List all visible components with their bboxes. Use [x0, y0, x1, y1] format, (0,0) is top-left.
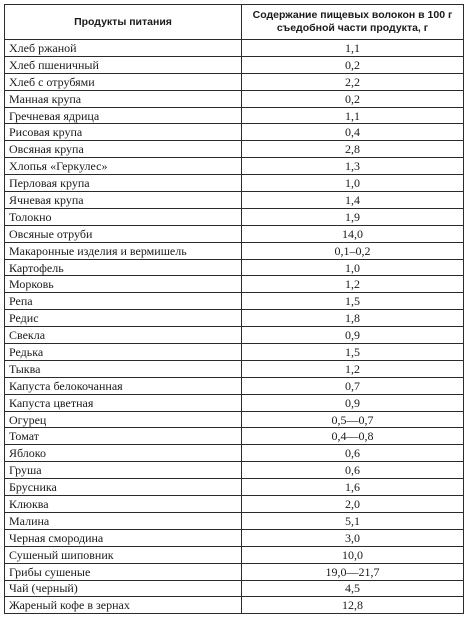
- fiber-value-cell: 0,2: [242, 56, 464, 73]
- product-name-cell: Жареный кофе в зернах: [5, 597, 242, 614]
- fiber-value-cell: 5,1: [242, 512, 464, 529]
- table-row: [5, 56, 464, 73]
- fiber-value-cell: 0,9: [242, 394, 464, 411]
- table-row: [5, 175, 464, 192]
- table-row: [5, 310, 464, 327]
- product-name-cell: Редька: [5, 344, 242, 361]
- table-row: [5, 563, 464, 580]
- fiber-value-cell: 1,9: [242, 208, 464, 225]
- product-name-cell: Хлеб пшеничный: [5, 56, 242, 73]
- product-name-cell: Ячневая крупа: [5, 192, 242, 209]
- fiber-value-cell: 1,6: [242, 479, 464, 496]
- product-name-cell: Черная смородина: [5, 529, 242, 546]
- table-row: [5, 40, 464, 57]
- product-name-cell: Овсяная крупа: [5, 141, 242, 158]
- table-row: [5, 377, 464, 394]
- product-name-cell: Малина: [5, 512, 242, 529]
- product-name-cell: Репа: [5, 293, 242, 310]
- fiber-value-cell: 12,8: [242, 597, 464, 614]
- product-name-cell: Макаронные изделия и вермишель: [5, 242, 242, 259]
- fiber-value-cell: 1,5: [242, 293, 464, 310]
- product-name-cell: Груша: [5, 462, 242, 479]
- product-name-cell: Картофель: [5, 259, 242, 276]
- product-name-cell: Яблоко: [5, 445, 242, 462]
- product-name-cell: Манная крупа: [5, 90, 242, 107]
- table-row: [5, 276, 464, 293]
- fiber-value-cell: 0,4—0,8: [242, 428, 464, 445]
- table-body: [5, 40, 464, 614]
- fiber-value-cell: 0,9: [242, 327, 464, 344]
- product-name-cell: Сушеный шиповник: [5, 546, 242, 563]
- fiber-value-cell: 1,3: [242, 158, 464, 175]
- table-row: [5, 192, 464, 209]
- fiber-value-cell: 14,0: [242, 225, 464, 242]
- table-row: [5, 360, 464, 377]
- product-name-cell: Хлопья «Геркулес»: [5, 158, 242, 175]
- product-name-cell: Хлеб ржаной: [5, 40, 242, 57]
- header-row: [5, 5, 464, 40]
- table-row: [5, 428, 464, 445]
- product-name-cell: Толокно: [5, 208, 242, 225]
- table-row: [5, 445, 464, 462]
- fiber-value-cell: 4,5: [242, 580, 464, 597]
- fiber-value-cell: 1,2: [242, 360, 464, 377]
- product-name-cell: Рисовая крупа: [5, 124, 242, 141]
- table-row: [5, 225, 464, 242]
- product-name-cell: Брусника: [5, 479, 242, 496]
- header-fiber-content: Содержание пищевых волокон в 100 г съедобной части продукта, г: [242, 5, 464, 40]
- fiber-value-cell: 1,2: [242, 276, 464, 293]
- product-name-cell: Томат: [5, 428, 242, 445]
- table-row: [5, 496, 464, 513]
- table-row: [5, 73, 464, 90]
- table-row: [5, 107, 464, 124]
- fiber-value-cell: 19,0—21,7: [242, 563, 464, 580]
- fiber-value-cell: 2,0: [242, 496, 464, 513]
- product-name-cell: Гречневая ядрица: [5, 107, 242, 124]
- table-row: [5, 293, 464, 310]
- table-row: [5, 479, 464, 496]
- table-row: [5, 242, 464, 259]
- fiber-value-cell: 0,6: [242, 462, 464, 479]
- table-row: [5, 597, 464, 614]
- product-name-cell: Редис: [5, 310, 242, 327]
- table-row: [5, 529, 464, 546]
- fiber-value-cell: 1,0: [242, 175, 464, 192]
- fiber-value-cell: 1,4: [242, 192, 464, 209]
- table-header: [5, 5, 464, 40]
- product-name-cell: Огурец: [5, 411, 242, 428]
- table-row: [5, 512, 464, 529]
- table-row: [5, 580, 464, 597]
- fiber-value-cell: 0,6: [242, 445, 464, 462]
- fiber-value-cell: 0,7: [242, 377, 464, 394]
- table-row: [5, 344, 464, 361]
- fiber-value-cell: 0,4: [242, 124, 464, 141]
- table-row: [5, 546, 464, 563]
- table-row: [5, 394, 464, 411]
- table-row: [5, 462, 464, 479]
- fiber-content-table: [4, 4, 464, 614]
- product-name-cell: Хлеб с отрубями: [5, 73, 242, 90]
- fiber-value-cell: 1,1: [242, 40, 464, 57]
- table-row: [5, 141, 464, 158]
- table-row: [5, 327, 464, 344]
- fiber-value-cell: 2,2: [242, 73, 464, 90]
- product-name-cell: Клюква: [5, 496, 242, 513]
- fiber-value-cell: 0,2: [242, 90, 464, 107]
- product-name-cell: Капуста белокочанная: [5, 377, 242, 394]
- fiber-value-cell: 0,1–0,2: [242, 242, 464, 259]
- fiber-value-cell: 1,0: [242, 259, 464, 276]
- product-name-cell: Тыква: [5, 360, 242, 377]
- table-row: [5, 124, 464, 141]
- product-name-cell: Грибы сушеные: [5, 563, 242, 580]
- table-row: [5, 411, 464, 428]
- header-product: Продукты питания: [5, 5, 242, 40]
- table-row: [5, 259, 464, 276]
- fiber-value-cell: 10,0: [242, 546, 464, 563]
- product-name-cell: Чай (черный): [5, 580, 242, 597]
- fiber-value-cell: 0,5—0,7: [242, 411, 464, 428]
- product-name-cell: Перловая крупа: [5, 175, 242, 192]
- product-name-cell: Капуста цветная: [5, 394, 242, 411]
- product-name-cell: Свекла: [5, 327, 242, 344]
- product-name-cell: Овсяные отруби: [5, 225, 242, 242]
- fiber-value-cell: 1,1: [242, 107, 464, 124]
- fiber-value-cell: 1,8: [242, 310, 464, 327]
- table-row: [5, 90, 464, 107]
- fiber-value-cell: 2,8: [242, 141, 464, 158]
- table-row: [5, 158, 464, 175]
- fiber-value-cell: 1,5: [242, 344, 464, 361]
- product-name-cell: Морковь: [5, 276, 242, 293]
- fiber-value-cell: 3,0: [242, 529, 464, 546]
- table-row: [5, 208, 464, 225]
